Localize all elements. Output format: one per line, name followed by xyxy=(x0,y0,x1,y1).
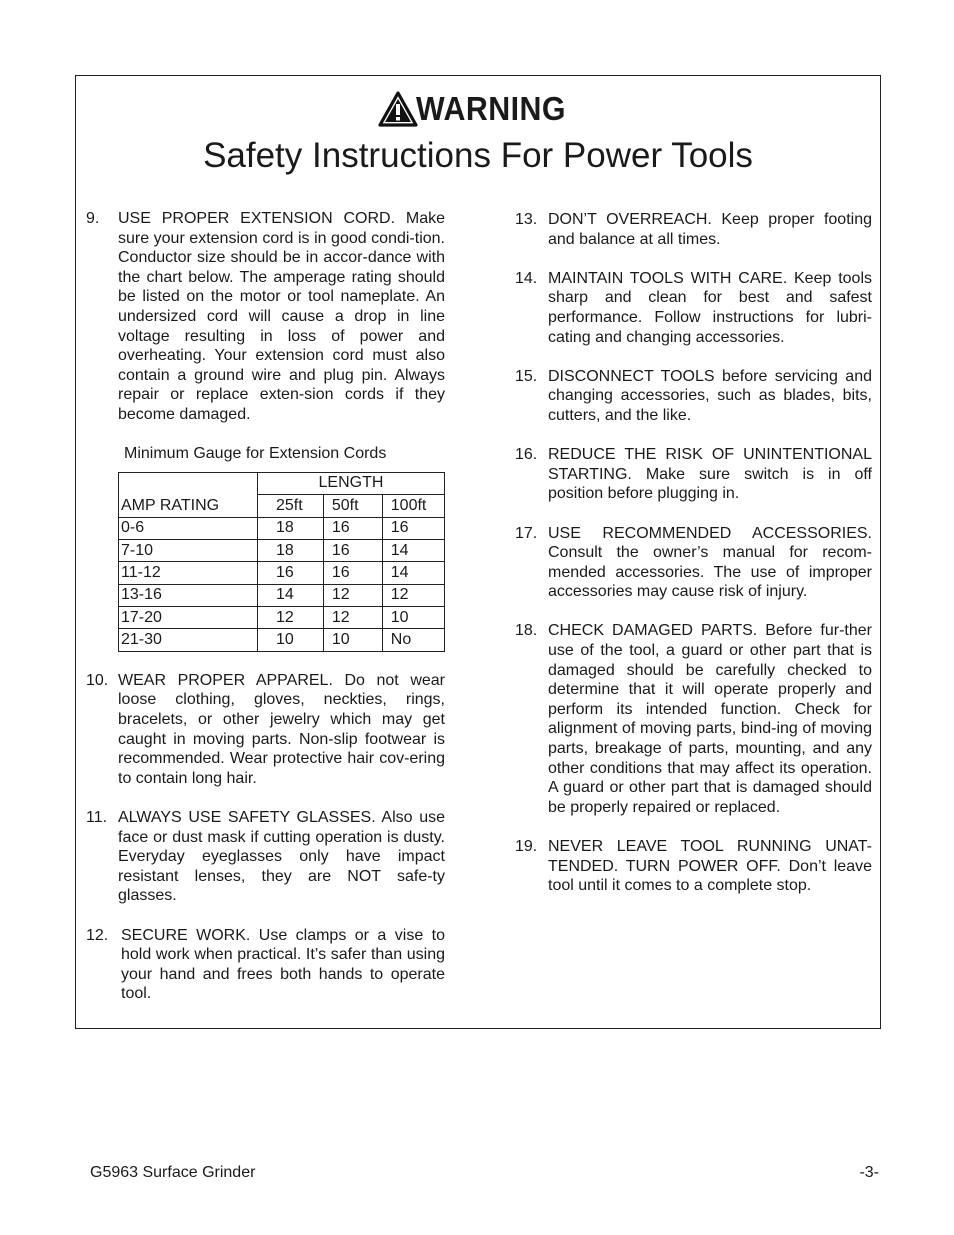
item-number: 17. xyxy=(515,524,538,542)
table-row xyxy=(119,584,445,606)
table-cell: 16 xyxy=(382,517,444,539)
item-text: CHECK DAMAGED PARTS. Before fur-ther use of the tool, a guard or other part that is damaged should be carefully checked to determine that it will operate properly and perform its intended function. Check for alignment of moving parts, bind-ing of moving parts, breakage of parts, mounting, and any other conditions that may affect its operation. A guard or other part that is damaged should be properly repaired or replaced. xyxy=(548,622,872,816)
table-cell: 0-6 xyxy=(119,517,258,539)
footer-model: G5963 Surface Grinder xyxy=(90,1164,256,1181)
table-cell: 13-16 xyxy=(119,584,258,606)
col-header-100ft: 100ft xyxy=(382,495,444,517)
list-item xyxy=(515,621,872,817)
item-text: MAINTAIN TOOLS WITH CARE. Keep tools sharp and clean for best and safest performance. Follow instructions for lubri-cating and changing accessories. xyxy=(548,269,872,346)
col-header-50ft: 50ft xyxy=(323,495,382,517)
table-cell: 14 xyxy=(382,562,444,584)
table-cell: 21-30 xyxy=(119,629,258,651)
warning-box xyxy=(75,75,881,1029)
item-number: 11. xyxy=(86,809,108,826)
list-item xyxy=(515,367,872,426)
item-text: DON’T OVERREACH. Keep proper footing and balance at all times. xyxy=(548,211,872,248)
table-header-row xyxy=(119,495,445,517)
item-text: USE PROPER EXTENSION CORD. Make sure your extension cord is in good condi-tion. Conductor size should be in accor-dance with the chart below. The amperage rating should be listed on the motor or tool nameplate. An undersized cord will cause a drop in line voltage resulting in loss of power and overheating. Your extension cord must also contain a ground wire and plug pin. Always repair or replace exten-sion cords if they become damaged. xyxy=(118,210,445,423)
table-cell: 16 xyxy=(257,562,323,584)
item-text: WEAR PROPER APPAREL. Do not wear loose clothing, gloves, neckties, rings, bracelets, or other jewelry which may get caught in moving parts. Non-slip footwear is recommended. Wear protective hair cov-ering to contain long hair. xyxy=(118,671,445,787)
warning-label: WARNING xyxy=(415,90,566,127)
item-number: 10. xyxy=(86,671,109,689)
item-text: REDUCE THE RISK OF UNINTENTIONAL STARTING. Make sure switch is in off position before plugging in. xyxy=(548,446,872,503)
table-cell: 17-20 xyxy=(119,607,258,629)
table-cell: 14 xyxy=(382,539,444,561)
table-cell: 16 xyxy=(323,539,382,561)
list-item xyxy=(86,926,445,1004)
col-header-25ft: 25ft xyxy=(257,495,323,517)
list-item xyxy=(515,445,872,504)
item-text: USE RECOMMENDED ACCESSORIES. Consult the owner’s manual for recom-mended accessories. The use of improper accessories may cause risk of injury. xyxy=(548,524,872,601)
table-cell: 12 xyxy=(257,607,323,629)
amp-rating-header: AMP RATING xyxy=(119,495,258,517)
page-title: Safety Instructions For Power Tools xyxy=(203,136,753,175)
page-number: -3- xyxy=(859,1164,879,1181)
gauge-table xyxy=(118,472,445,652)
table-cell: 11-12 xyxy=(119,562,258,584)
item-number: 13. xyxy=(515,211,538,228)
table-header-blank xyxy=(119,472,258,494)
list-item xyxy=(86,209,445,425)
table-caption: Minimum Gauge for Extension Cords xyxy=(124,445,387,463)
table-cell: 10 xyxy=(382,607,444,629)
item-number: 15. xyxy=(515,367,538,385)
left-column xyxy=(86,209,445,1024)
table-cell: 7-10 xyxy=(119,539,258,561)
item-number: 16. xyxy=(515,446,538,464)
table-row xyxy=(119,607,445,629)
list-item xyxy=(515,837,872,896)
table-header-row xyxy=(119,472,445,494)
table-cell: 18 xyxy=(257,539,323,561)
item-text: DISCONNECT TOOLS before servicing and changing accessories, such as blades, bits, cutters, and the like. xyxy=(548,367,872,424)
table-cell: 16 xyxy=(323,562,382,584)
item-number: 9. xyxy=(86,210,100,227)
right-column xyxy=(515,210,872,915)
list-item xyxy=(515,524,872,602)
table-row xyxy=(119,562,445,584)
item-number: 12. xyxy=(86,926,109,944)
item-number: 18. xyxy=(515,622,538,640)
list-item xyxy=(86,808,445,906)
warning-heading xyxy=(76,90,880,130)
warning-triangle-icon xyxy=(378,91,418,127)
length-header: LENGTH xyxy=(257,472,444,494)
table-cell: 10 xyxy=(257,629,323,651)
table-cell: 18 xyxy=(257,517,323,539)
item-text: ALWAYS USE SAFETY GLASSES. Also use face or dust mask if cutting operation is dusty. Everyday eyeglasses only have impact resistant lenses, they are NOT safe-ty glasses. xyxy=(118,809,445,905)
table-cell: 12 xyxy=(382,584,444,606)
table-cell: 12 xyxy=(323,584,382,606)
list-item xyxy=(86,671,445,789)
table-row xyxy=(119,629,445,651)
table-cell: No xyxy=(382,629,444,651)
table-cell: 16 xyxy=(323,517,382,539)
item-text: SECURE WORK. Use clamps or a vise to hold work when practical. It’s safer than using your hand and frees both hands to operate tool. xyxy=(121,926,445,1003)
table-cell: 12 xyxy=(323,607,382,629)
item-number: 14. xyxy=(515,269,538,287)
table-cell: 14 xyxy=(257,584,323,606)
table-row xyxy=(119,539,445,561)
list-item xyxy=(515,210,872,249)
item-number: 19. xyxy=(515,838,538,855)
table-cell: 10 xyxy=(323,629,382,651)
table-row xyxy=(119,517,445,539)
list-item xyxy=(515,269,872,347)
item-text: NEVER LEAVE TOOL RUNNING UNAT-TENDED. TURN POWER OFF. Don’t leave tool until it comes to a complete stop. xyxy=(548,838,872,895)
